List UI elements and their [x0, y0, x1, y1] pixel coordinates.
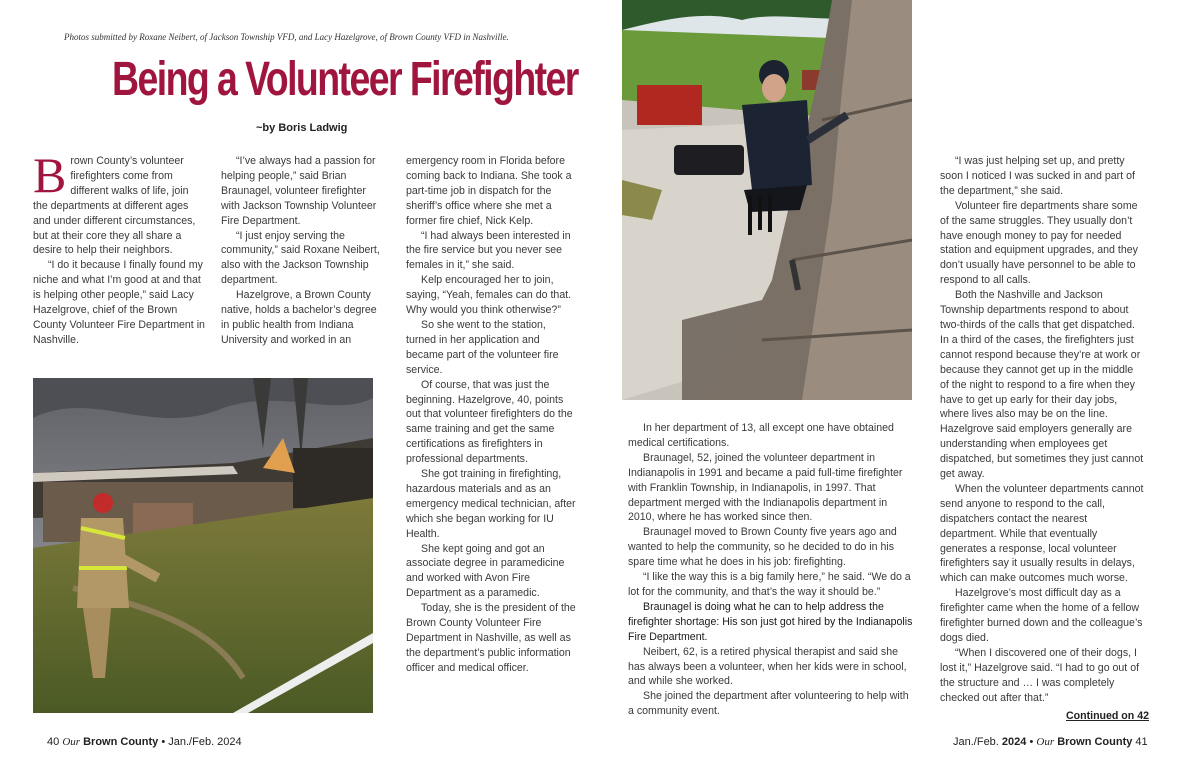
drop-cap: B — [33, 147, 67, 203]
magazine-name: Brown County — [1057, 736, 1133, 748]
paragraph: Braunagel is doing what he can to help address the firefighter shortage: His son just got hired by the Indianapolis Fire Department. — [628, 600, 913, 643]
paragraph: emergency room in Florida before coming back to Indiana. She took a part-time job in dispatch for the sheriff’s office where she met a former fire chief, Nick Kelp. — [406, 155, 572, 227]
paragraph: Volunteer fire departments share some of the same struggles. They usually don’t have enough money to pay for needed station and equipment upgrades, and they don’t usually have personnel to be able to respond to all calls. — [940, 199, 1138, 287]
paragraph: “I do it because I finally found my niche and what I’m good at and that is helping other people,” said Lacy Hazelgrove, chief of the Brown County Volunteer Fire Department in Nashville. — [33, 259, 205, 346]
continued-link[interactable]: Continued on 42 — [1066, 710, 1149, 722]
footer-right — [953, 736, 1148, 748]
paragraph: Today, she is the president of the Brown County Volunteer Fire Department in Nashville, as well as the department’s public information officer and medical officer. — [406, 602, 576, 674]
paragraph: In her department of 13, all except one have obtained medical certifications. — [628, 422, 894, 449]
paragraph: She joined the department after volunteering to help with a community event. — [628, 690, 909, 718]
magazine-name: Brown County — [83, 736, 159, 748]
page-number: 41 — [1135, 736, 1148, 748]
footer-left — [47, 736, 242, 748]
rappel-training-image — [622, 0, 912, 400]
paragraph: Hazelgrove’s most difficult day as a firefighter came when the home of a fellow firefighter burned down and the colleague’s dogs died. — [940, 587, 1143, 644]
paragraph: “I just enjoy serving the community,” said Roxane Neibert, also with the Jackson Township department. — [221, 229, 380, 287]
paragraph: Brown County’s volunteer firefighters come from different walks of life, join the departments at different ages and under different circumstances, but at their core they all share a desire to help their neighbors. — [33, 147, 196, 257]
paragraph: Neibert, 62, is a retired physical therapist and said she has always been a volunteer, when her kids were in school, and while she worked. — [628, 645, 907, 688]
paragraph: Braunagel, 52, joined the volunteer department in Indianapolis in 1991 and became a paid full-time firefighter with Franklin Township, in Indianapolis, in 1997. That department merged with the Indianapolis department in 2010, where he has worked since then. — [628, 451, 903, 524]
paragraph: Both the Nashville and Jackson Township departments respond to about two-thirds of the calls that get dispatched. In a third of the cases, the firefighters just cannot respond because they’re at work or because they cannot get up in the middle of the night to respond to a fire when they have to get up early for their day jobs, where lives also may be on the line. Hazelgrove said employers generally are understanding when employees get dispatched, but sometimes they just cannot get away. — [940, 289, 1144, 481]
paragraph: She kept going and got an associate degree in paramedicine and worked with Avon Fire Department as a paramedic. — [406, 542, 565, 600]
structure-fire-photo — [33, 378, 373, 713]
column-5 — [940, 154, 1144, 706]
column-2 — [221, 154, 381, 348]
fire-scene-image — [33, 378, 373, 713]
paragraph: She got training in firefighting, hazardous materials and as an emergency medical technician, after which she began working for IU Health. — [406, 468, 576, 540]
paragraph: “I’ve always had a passion for helping people,” said Brian Braunagel, volunteer firefighter with Jackson Township Volunteer Fire Department. — [221, 155, 377, 227]
training-tower-photo — [622, 0, 912, 400]
column-1 — [33, 147, 205, 348]
bullet: • — [1029, 736, 1034, 748]
paragraph: Kelp encouraged her to join, saying, “Yeah, females can do that. Why would you think otherwise?” — [406, 274, 572, 317]
article-title: Being a Volunteer Firefighter — [112, 53, 578, 106]
column-3 — [406, 154, 576, 676]
issue-date: Jan./Feb. 2024 — [168, 736, 242, 748]
issue-month: Jan./Feb. — [953, 736, 999, 748]
paragraph: “I was just helping set up, and pretty soon I noticed I was sucked in and part of the department,” she said. — [940, 155, 1135, 197]
bullet: • — [161, 736, 166, 748]
column-4 — [628, 421, 916, 719]
paragraph: When the volunteer departments cannot send anyone to respond to the call, dispatchers contact the nearest department. While that eventually generates a response, local volunteer firefighters say it usually results in delays, which can make outcomes much worse. — [940, 482, 1144, 585]
paragraph: “I had always been interested in the fire service but you never see females in it,” she said. — [406, 229, 571, 272]
byline: ~by Boris Ladwig — [256, 122, 348, 134]
magazine-script: Our — [1036, 736, 1055, 748]
paragraph: Of course, that was just the beginning. Hazelgrove, 40, points out that volunteer firefighters do the same training and get the same certifications as firefighters in professional departments. — [406, 378, 573, 466]
photo-credit: Photos submitted by Roxane Neibert, of Jackson Township VFD, and Lacy Hazelgrove, of Brown County VFD in Nashville. — [64, 32, 509, 42]
paragraph: Hazelgrove, a Brown County native, holds a bachelor’s degree in public health from Indiana University and worked in an — [221, 289, 377, 346]
paragraph: “When I discovered one of their dogs, I lost it,” Hazelgrove said. “I had to go out of the structure and … I was completely checked out after that.” — [940, 646, 1140, 704]
page-number: 40 — [47, 736, 60, 748]
issue-year: 2024 — [1001, 736, 1027, 748]
paragraph: “I like the way this is a big family here,” he said. “We do a lot for the community, and that’s the way it should be.” — [628, 571, 911, 598]
magazine-script: Our — [62, 736, 81, 748]
paragraph: Braunagel moved to Brown County five years ago and wanted to help the community, so he decided to do in his spare time what he does in his job: firefighting. — [628, 526, 897, 569]
paragraph: So she went to the station, turned in her application and became part of the volunteer fire service. — [406, 318, 559, 376]
